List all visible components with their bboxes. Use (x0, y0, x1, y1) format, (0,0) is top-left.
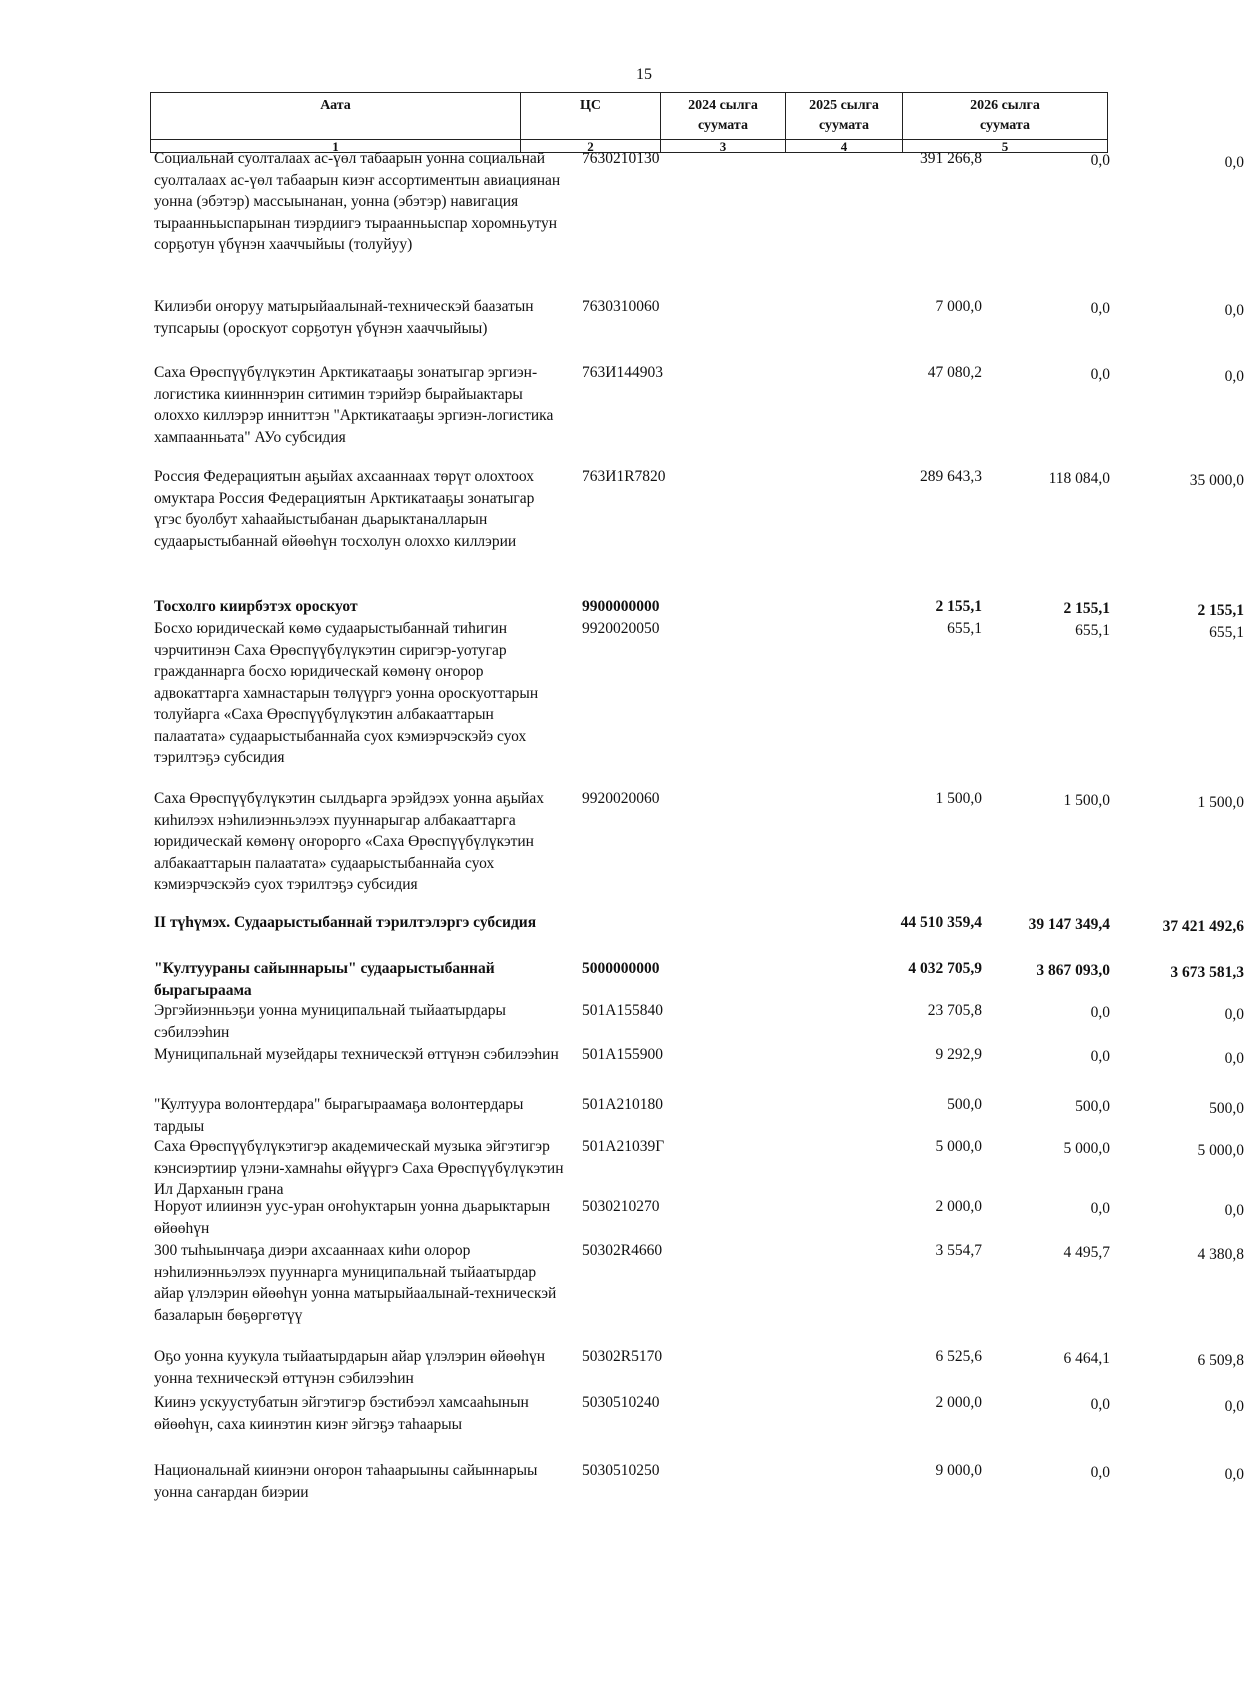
header-col-2026-line1: 2026 сылга (970, 98, 1040, 113)
row-value-2024: 9 000,0 (935, 1462, 982, 1479)
row-value-2025: 0,0 (1090, 1200, 1110, 1217)
row-value-2024: 3 554,7 (935, 1242, 982, 1259)
row-value-2025: 39 147 349,4 (1028, 916, 1110, 933)
row-code: 9900000000 (582, 598, 660, 615)
row-value-2026: 655,1 (1209, 624, 1244, 641)
row-name: Саха Өрөспүүбүлүкэтигэр академическай музыка эйгэтигэр кэнсиэртиир үлэни-хамнаһы өйүүргэ Саха Өрөспүүбүлүкэтин Ил Дарханын грана (154, 1138, 564, 1198)
row-name: 300 тыһыынчаҕа диэри ахсааннаах киһи олорор нэһилиэнньэлээх пууннарга муниципальнай тыйаатырдар айар үлэлэрин өйөөһүн уонна матырыйаалынай-техническэй базаларын бөҕөргөтүү (154, 1242, 557, 1324)
row-value-2025: 500,0 (1075, 1098, 1110, 1115)
row-code: 7630310060 (582, 298, 660, 315)
row-code: 501A21039Г (582, 1138, 665, 1155)
header-col-2024-line2: суумата (698, 118, 748, 133)
row-name: Норуот илиинэн уус-уран оҥоһуктарын уонна дьарыктарын өйөөһүн (154, 1198, 551, 1237)
row-name: Муниципальнай музейдары техническэй өттүнэн сэбилээһин (154, 1046, 559, 1063)
header-num-5: 5 (1001, 139, 1009, 154)
row-value-2024: 2 000,0 (935, 1198, 982, 1215)
row-value-2024: 500,0 (947, 1096, 982, 1113)
row-value-2026: 2 155,1 (1197, 602, 1244, 619)
header-col-2026-line2: суумата (980, 118, 1030, 133)
row-code: 763И144903 (582, 364, 663, 381)
row-name: "Култуураны сайыннарыы" судаарыстыбаннай бырагыраама (154, 960, 495, 999)
row-value-2026: 500,0 (1209, 1100, 1244, 1117)
row-value-2026: 0,0 (1224, 1398, 1244, 1415)
row-value-2026: 35 000,0 (1189, 472, 1244, 489)
row-code: 50302R5170 (582, 1348, 663, 1365)
row-value-2026: 0,0 (1224, 368, 1244, 385)
header-num-2: 2 (521, 140, 661, 153)
row-code: 9920020060 (582, 790, 660, 807)
row-value-2025: 655,1 (1075, 622, 1110, 639)
row-value-2025: 2 155,1 (1063, 600, 1110, 617)
row-name: Саха Өрөспүүбүлүкэтин сылдьарга эрэйдээх уонна аҕыйах киһилээх нэһилиэнньэлээх пууннарыгар албакааттарга юридическай көмөнү оҥорорго «Саха Өрөспүүбүлүкэтин албакааттарын палаатата» судаарыстыбаннайа суох кэмиэрчэскэйэ суох тэрилтэҕэ субсидия (154, 790, 544, 893)
row-value-2025: 0,0 (1090, 1464, 1110, 1481)
row-code: 5030510240 (582, 1394, 660, 1411)
row-value-2025: 6 464,1 (1063, 1350, 1110, 1367)
row-value-2024: 47 080,2 (927, 364, 982, 381)
header-col-2025-line2: суумата (819, 118, 869, 133)
row-name: Социальнай суолталаах ас-үөл табаарын уонна социальнай суолталаах ас-үөл табаарын киэҥ ассортиментын авиациянан уонна (эбэтэр) массыынанан, уонна (эбэтэр) навигация тыраанньыспарынан тиэрдиигэ тыраанньыспар хоромньутун сорҕотун үбүнэн хааччыйыы (толуйуу) (154, 150, 561, 253)
row-value-2025: 4 495,7 (1063, 1244, 1110, 1261)
row-value-2025: 0,0 (1090, 152, 1110, 169)
header-col-2025-line1: 2025 сылга (809, 98, 879, 113)
page-number: 15 (636, 66, 652, 83)
row-code: 5030510250 (582, 1462, 660, 1479)
row-code: 50302R4660 (582, 1242, 663, 1259)
row-name: Оҕо уонна куукула тыйаатырдарын айар үлэлэрин өйөөһүн уонна техническэй өттүнэн сэбилээһин (154, 1348, 546, 1387)
header-col-2024-line1: 2024 сылга (688, 98, 758, 113)
row-name: Россия Федерациятын аҕыйах ахсааннаах төрүт олохтоох омуктара Россия Федерациятын Арктикатааҕы зонатыгар үгэс буолбут хаһаайыстыбанан дьарыктаналларын судаарыстыбаннай өйөөһүн тосхолун олоххо киллэрии (154, 468, 535, 550)
row-value-2026: 1 500,0 (1197, 794, 1244, 811)
row-value-2025: 1 500,0 (1063, 792, 1110, 809)
header-col-2025 (786, 93, 903, 140)
row-value-2024: 655,1 (947, 620, 982, 637)
row-code: 7630210130 (582, 150, 660, 167)
row-value-2024: 44 510 359,4 (900, 914, 982, 931)
row-value-2024: 289 643,3 (920, 468, 982, 485)
row-value-2025: 5 000,0 (1063, 1140, 1110, 1157)
row-value-2024: 2 000,0 (935, 1394, 982, 1411)
row-name: Национальнай киинэни оҥорон таһаарыыны сайыннарыы уонна саҥардан биэрии (154, 1462, 538, 1501)
row-name: Саха Өрөспүүбүлүкэтин Арктикатааҕы зонатыгар эргиэн-логистика киинннэрин ситимин тэрийэр бырайыактары олоххо киллэрэр инниттэн "Арктикатааҕы эргиэн-логистика хампаанньата" АУо субсидия (154, 364, 554, 446)
row-code: 9920020050 (582, 620, 660, 637)
row-value-2024: 1 500,0 (935, 790, 982, 807)
row-value-2026: 0,0 (1224, 1466, 1244, 1483)
row-name: Эргэйиэнньэҕи уонна муниципальнай тыйаатырдары сэбилээһин (154, 1002, 506, 1041)
row-value-2026: 3 673 581,3 (1170, 964, 1244, 981)
row-name: Тосхолго киирбэтэх ороскуот (154, 598, 358, 615)
row-value-2025: 118 084,0 (1048, 470, 1110, 487)
header-num-3: 3 (661, 140, 786, 153)
row-name: II түһүмэх. Судаарыстыбаннай тэрилтэлэргэ субсидия (154, 914, 537, 931)
row-name: Киинэ ускуустубатын эйгэтигэр бэстибээл хамсааһынын өйөөһүн, саха киинэтин киэҥ эйгэҕэ таһаарыы (154, 1394, 529, 1433)
header-num-1: 1 (151, 140, 521, 153)
header-col-name-label: Аата (320, 98, 351, 113)
row-value-2025: 0,0 (1090, 300, 1110, 317)
row-value-2025: 0,0 (1090, 366, 1110, 383)
row-value-2026: 6 509,8 (1197, 1352, 1244, 1369)
row-value-2025: 3 867 093,0 (1036, 962, 1110, 979)
header-col-2024 (661, 93, 786, 140)
row-value-2024: 5 000,0 (935, 1138, 982, 1155)
header-col-code-label: ЦС (580, 98, 601, 113)
row-value-2026: 5 000,0 (1197, 1142, 1244, 1159)
header-num-4: 4 (786, 140, 903, 153)
row-value-2026: 0,0 (1224, 154, 1244, 171)
row-value-2026: 0,0 (1224, 1006, 1244, 1023)
row-value-2024: 7 000,0 (935, 298, 982, 315)
header-col-name (151, 93, 521, 140)
row-code: 763И1R7820 (582, 468, 666, 485)
row-value-2025: 0,0 (1090, 1048, 1110, 1065)
row-code: 5030210270 (582, 1198, 660, 1215)
row-value-2024: 6 525,6 (935, 1348, 982, 1365)
row-value-2026: 0,0 (1224, 1050, 1244, 1067)
row-code: 501A155900 (582, 1046, 663, 1063)
header-col-code (521, 93, 661, 140)
table-header (150, 92, 1108, 153)
header-col-2026 (903, 93, 1107, 140)
row-name: Килиэби оҥоруу матырыйаалынай-техническэй баазатын тупсарыы (ороскуот сорҕотун үбүнэн хааччыйыы) (154, 298, 534, 337)
row-value-2024: 9 292,9 (935, 1046, 982, 1063)
row-value-2026: 4 380,8 (1197, 1246, 1244, 1263)
row-code: 501A155840 (582, 1002, 663, 1019)
row-value-2024: 391 266,8 (920, 150, 982, 167)
row-value-2026: 0,0 (1224, 302, 1244, 319)
row-value-2026: 37 421 492,6 (1162, 918, 1244, 935)
row-value-2024: 2 155,1 (935, 598, 982, 615)
row-code: 5000000000 (582, 960, 660, 977)
row-code: 501A210180 (582, 1096, 663, 1113)
row-value-2025: 0,0 (1090, 1396, 1110, 1413)
row-value-2026: 0,0 (1224, 1202, 1244, 1219)
row-value-2024: 4 032 705,9 (908, 960, 982, 977)
row-name: "Култуура волонтердара" бырагыраамаҕа волонтердары тардыы (154, 1096, 524, 1135)
row-value-2024: 23 705,8 (927, 1002, 982, 1019)
row-value-2025: 0,0 (1090, 1004, 1110, 1021)
row-name: Босхо юридическай көмө судаарыстыбаннай тиһигин чэрчитинэн Саха Өрөспүүбүлүкэтин сиригэр-уотугар гражданнарга босхо юридическай көмөнү оҥорор адвокаттарга хамнастарын төлүүргэ уонна ороскуоттарын толуйарга «Саха Өрөспүүбүлүкэтин албакааттарын палаатата» судаарыстыбаннайа суох кэмиэрчэскэйэ суох тэрилтэҕэ субсидия (154, 620, 539, 766)
